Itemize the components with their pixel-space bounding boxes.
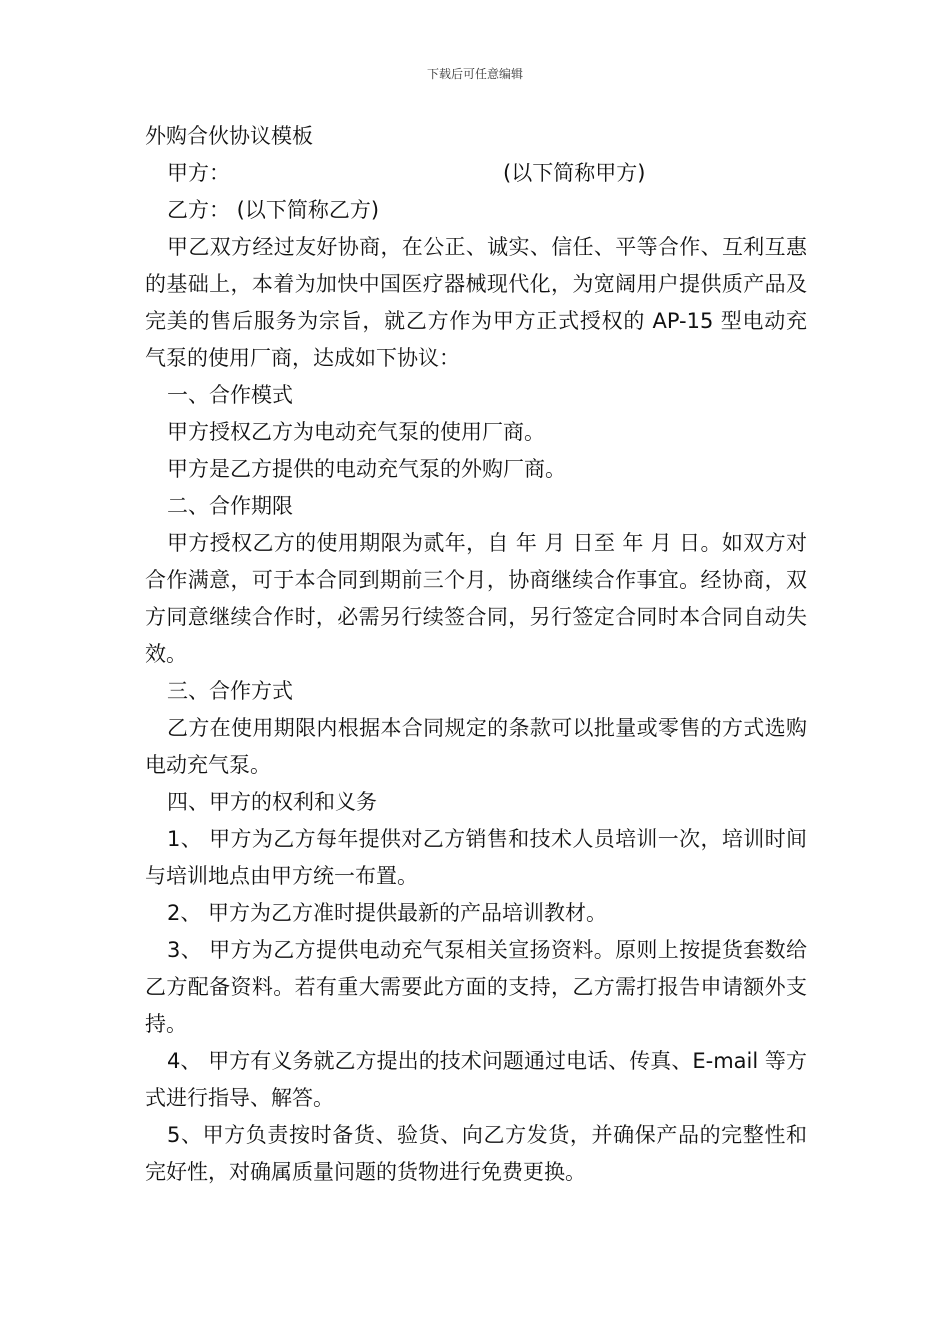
- section-4-item-3: 3、 甲方为乙方提供电动充气泵相关宣扬资料。原则上按提货套数给乙方配备资料。若有重大需要此方面的支持，乙方需打报告申请额外支持。: [145, 938, 807, 1036]
- document-title: 外购合伙协议模板: [145, 124, 313, 148]
- section-3-paragraph-1: 乙方在使用期限内根据本合同规定的条款可以批量或零售的方式选购电动充气泵。: [145, 716, 807, 777]
- preamble-paragraph: 甲乙双方经过友好协商，在公正、诚实、信任、平等合作、互利互惠的基础上，本着为加快中国医疗器械现代化，为宽阔用户提供质产品及完美的售后服务为宗旨，就乙方作为甲方正式授权的 AP-15 型电动充气泵的使用厂商，达成如下协议：: [145, 235, 807, 370]
- section-4-heading: 四、甲方的权利和义务: [167, 790, 377, 814]
- section-3-heading: 三、合作方式: [167, 679, 293, 703]
- section-4-item-5: 5、甲方负责按时备货、验货、向乙方发货，并确保产品的完整性和完好性，对确属质量问题的货物进行免费更换。: [145, 1123, 807, 1184]
- page-header-note: 下载后可任意编辑: [426, 67, 523, 81]
- section-1-heading: 一、合作模式: [167, 383, 293, 407]
- party-a-alias: (以下简称甲方): [503, 161, 646, 185]
- section-2-heading: 二、合作期限: [167, 494, 293, 518]
- section-2-paragraph-1: 甲方授权乙方的使用期限为贰年，自 年 月 日至 年 月 日。如双方对合作满意，可于本合同到期前三个月，协商继续合作事宜。经协商，双方同意继续合作时，必需另行续签合同，另行签定合同时本合同自动失效。: [145, 531, 807, 666]
- party-a-line: [145, 155, 807, 192]
- section-4-item-1: 1、 甲方为乙方每年提供对乙方销售和技术人员培训一次，培训时间与培训地点由甲方统一布置。: [145, 827, 807, 888]
- section-1-paragraph-1: 甲方授权乙方为电动充气泵的使用厂商。: [167, 420, 545, 444]
- document-body: [145, 118, 807, 1191]
- section-1-paragraph-2: 甲方是乙方提供的电动充气泵的外购厂商。: [167, 457, 566, 481]
- section-4-item-4: 4、 甲方有义务就乙方提出的技术问题通过电话、传真、E-mail 等方式进行指导、解答。: [145, 1049, 807, 1110]
- party-a-label: 甲方：: [167, 161, 230, 185]
- section-4-item-2: 2、 甲方为乙方准时提供最新的产品培训教材。: [167, 901, 608, 925]
- party-b-line: 乙方： (以下简称乙方): [167, 198, 380, 222]
